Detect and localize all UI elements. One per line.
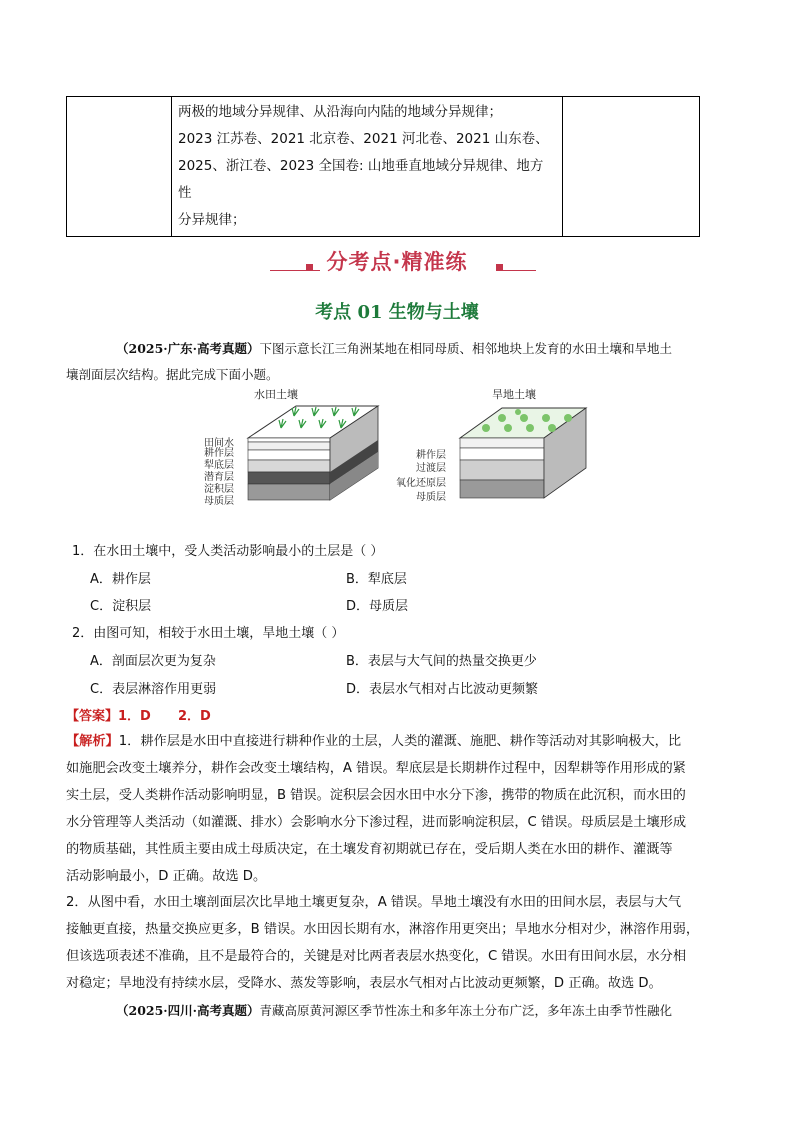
label-paddy-layer-4: 潜育层 — [204, 472, 234, 483]
analysis-p1-line-3: 实土层，受人类耕作活动影响明显，B 错误。淀积层会因水田中水分下渗，携带的物质在此沉积，而水田的 — [66, 788, 686, 803]
analysis-p1-line-2: 如施肥会改变土壤养分，耕作会改变土壤结构，A 错误。犁底层是长期耕作过程中，因犁耕等作用形成的紧 — [66, 761, 686, 776]
analysis-p1-line-6: 活动影响最小，D 正确。故选 D。 — [66, 869, 267, 884]
analysis-p1-line-1: 1．耕作层是水田中直接进行耕种作业的土层，人类的灌溉、施肥、耕作等活动对其影响极大，比 — [118, 734, 682, 749]
topic-title: 考点 01 生物与土壤 — [315, 302, 479, 323]
analysis-p2-line-2: 接触更直接，热量交换应更多，B 错误。水田因长期有水，淋溶作用更突出；旱地水分相对少，淋溶作用弱， — [66, 922, 700, 937]
answer-label: 【答案】 — [66, 709, 119, 724]
analysis-p2-line-1: 2．从图中看，水田土壤剖面层次比旱地土壤更复杂，A 错误。旱地土壤没有水田的田间水层，表层与大气 — [66, 895, 682, 910]
label-paddy-layer-5: 淀积层 — [204, 484, 234, 495]
table-line-4: 分异规律； — [178, 212, 246, 228]
question-2-option-d: D．表层水气相对占比波动更频繁 — [346, 682, 539, 697]
analysis-paragraph-2 — [66, 889, 726, 997]
top-table — [66, 96, 700, 237]
question-1-option-a: A．耕作层 — [90, 572, 151, 587]
table-line-3: 2025、浙江卷、2023 全国卷: 山地垂直地域分异规律、地方性 — [178, 158, 544, 201]
intro2-text: 青藏高原黄河源区季节性冻土和多年冻土分布广泛，多年冻土由季节性融化 — [259, 1003, 673, 1018]
label-paddy-layer-1: 田间水 — [204, 438, 234, 449]
soil-profile-figure — [196, 384, 596, 530]
intro-paragraph-1 — [66, 336, 730, 388]
question-2-stem: 2．由图可知，相较于水田土壤，旱地土壤（ ） — [72, 626, 345, 641]
label-paddy-layer-2: 耕作层 — [204, 448, 234, 459]
analysis-p1-line-5: 的物质基础，其性质主要由成土母质决定，在土壤发育初期就已存在，受后期人类在水田的耕作、灌溉等 — [66, 842, 673, 857]
answer-line — [66, 705, 211, 724]
intro1-source: （2025·广东·高考真题） — [116, 341, 260, 356]
section-header — [0, 246, 794, 276]
section-title: 分考点·精准练 — [326, 250, 468, 274]
figure-title-paddy: 水田土壤 — [254, 388, 298, 401]
figure-title-dryland: 旱地土壤 — [492, 388, 536, 401]
label-paddy-layer-3: 犁底层 — [204, 460, 234, 471]
intro2-source: （2025·四川·高考真题） — [116, 1003, 260, 1018]
answer-text: 1．D 2．D — [118, 709, 211, 724]
label-dryland-layer-1: 耕作层 — [416, 450, 446, 461]
label-dryland-layer-2: 过渡层 — [416, 463, 446, 474]
question-1-option-c: C．淀积层 — [90, 599, 152, 614]
question-2-option-c: C．表层淋溶作用更弱 — [90, 682, 217, 697]
table-cell-empty-left — [67, 97, 172, 237]
question-1-stem: 1．在水田土壤中，受人类活动影响最小的土层是（ ） — [72, 544, 384, 559]
label-dryland-layer-3: 氧化还原层 — [396, 478, 446, 489]
paddy-soil-block — [248, 406, 378, 500]
table-line-2: 2023 江苏卷、2021 北京卷、2021 河北卷、2021 山东卷、 — [178, 131, 549, 147]
question-1-option-d: D．母质层 — [346, 599, 409, 614]
soil-profile-diagram — [196, 384, 596, 530]
label-paddy-layer-6: 母质层 — [204, 496, 234, 507]
intro1-text-line1: 下图示意长江三角洲某地在相同母质、相邻地块上发育的水田土壤和旱地土 — [259, 341, 673, 356]
table-line-1: 两极的地域分异规律、从沿海向内陆的地域分异规律； — [178, 104, 502, 120]
analysis-p2-line-3: 但该选项表述不准确，且不是最符合的，关键是对比两者表层水热变化，C 错误。水田有田间水层，水分相 — [66, 949, 687, 964]
question-2-option-b: B．表层与大气间的热量交换更少 — [346, 654, 537, 669]
intro1-text-line2: 壤剖面层次结构。据此完成下面小题。 — [66, 367, 279, 382]
analysis-p1-line-4: 水分管理等人类活动（如灌溉、排水）会影响水分下渗过程，进而影响淀积层，C 错误。母质层是土壤形成 — [66, 815, 687, 830]
table-cell-empty-right — [563, 97, 700, 237]
question-1-option-b: B．犁底层 — [346, 572, 407, 587]
intro-paragraph-2 — [66, 998, 730, 1024]
label-dryland-layer-4: 母质层 — [416, 492, 446, 503]
analysis-paragraph-1 — [66, 728, 726, 890]
table-cell-content — [172, 97, 563, 237]
dryland-soil-block — [460, 408, 586, 498]
analysis-label: 【解析】 — [66, 734, 119, 749]
analysis-p2-line-4: 对稳定；旱地没有持续水层，受降水、蒸发等影响，表层水气相对占比波动更频繁，D 正确。故选 D。 — [66, 976, 662, 991]
question-2-option-a: A．剖面层次更为复杂 — [90, 654, 216, 669]
